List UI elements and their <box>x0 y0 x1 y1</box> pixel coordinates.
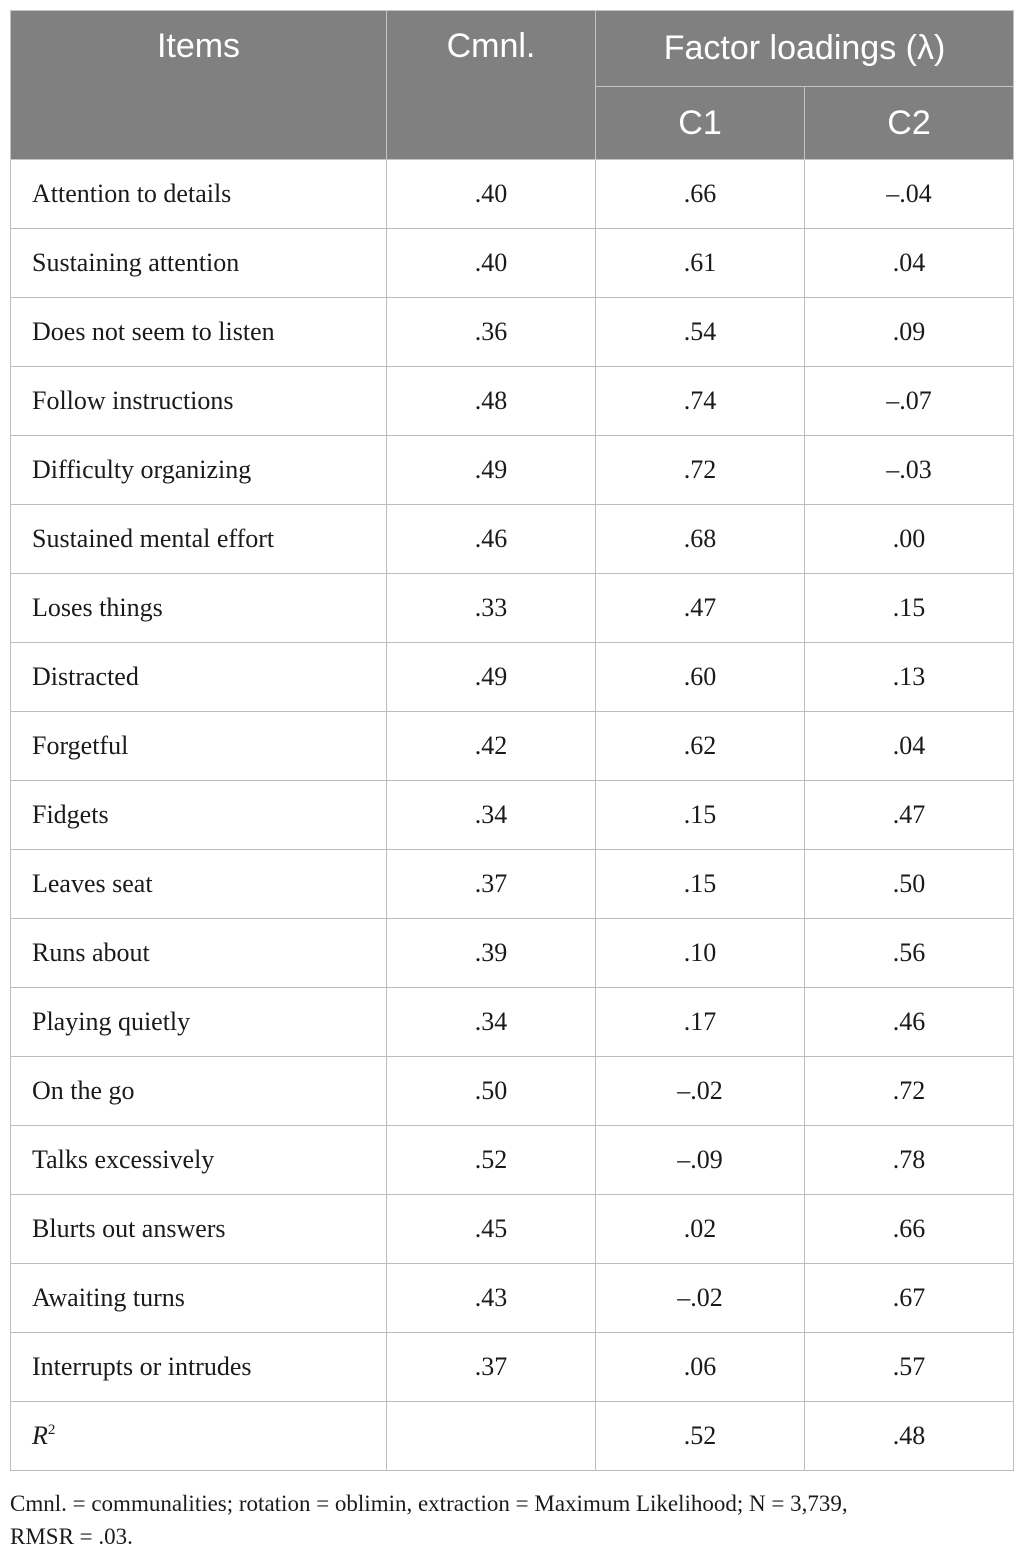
cmnl-cell: .40 <box>387 160 596 229</box>
table-note <box>10 1487 1020 1553</box>
c1-cell: .47 <box>596 574 805 643</box>
item-cell: Playing quietly <box>11 988 387 1057</box>
item-cell: Sustaining attention <box>11 229 387 298</box>
table-row <box>11 367 1014 436</box>
table-row <box>11 1195 1014 1264</box>
header-items: Items <box>11 11 387 160</box>
cmnl-cell: .37 <box>387 1333 596 1402</box>
note-line-2: RMSR = .03. <box>10 1524 133 1549</box>
header-factor-loadings: Factor loadings (λ) <box>596 11 1014 87</box>
c2-cell: .66 <box>805 1195 1014 1264</box>
c2-cell: .04 <box>805 712 1014 781</box>
cmnl-cell: .42 <box>387 712 596 781</box>
cmnl-cell: .37 <box>387 850 596 919</box>
c1-cell: .15 <box>596 850 805 919</box>
c2-cell: .78 <box>805 1126 1014 1195</box>
item-cell: Distracted <box>11 643 387 712</box>
cmnl-cell: .39 <box>387 919 596 988</box>
c1-cell: .68 <box>596 505 805 574</box>
table-row <box>11 436 1014 505</box>
c1-cell: .61 <box>596 229 805 298</box>
item-cell: On the go <box>11 1057 387 1126</box>
item-cell: Runs about <box>11 919 387 988</box>
table-row <box>11 1126 1014 1195</box>
c2-cell: .15 <box>805 574 1014 643</box>
cmnl-cell: .49 <box>387 643 596 712</box>
cmnl-cell: .48 <box>387 367 596 436</box>
table-row <box>11 1057 1014 1126</box>
table-row <box>11 574 1014 643</box>
c2-cell: .56 <box>805 919 1014 988</box>
item-cell: Interrupts or intrudes <box>11 1333 387 1402</box>
cmnl-cell: .33 <box>387 574 596 643</box>
c2-cell: .72 <box>805 1057 1014 1126</box>
cmnl-cell <box>387 1402 596 1471</box>
c2-cell: –.07 <box>805 367 1014 436</box>
item-cell: Does not seem to listen <box>11 298 387 367</box>
c1-cell: .15 <box>596 781 805 850</box>
table-row <box>11 988 1014 1057</box>
table-row <box>11 298 1014 367</box>
table-row <box>11 643 1014 712</box>
cmnl-cell: .50 <box>387 1057 596 1126</box>
c1-cell: –.02 <box>596 1264 805 1333</box>
cmnl-cell: .49 <box>387 436 596 505</box>
table-row <box>11 505 1014 574</box>
table-row <box>11 712 1014 781</box>
item-cell: Attention to details <box>11 160 387 229</box>
table-body <box>11 160 1014 1471</box>
header-c1: C1 <box>596 87 805 160</box>
item-cell: Difficulty organizing <box>11 436 387 505</box>
table-row <box>11 229 1014 298</box>
c1-cell: .54 <box>596 298 805 367</box>
c2-cell: .50 <box>805 850 1014 919</box>
item-cell: Talks excessively <box>11 1126 387 1195</box>
item-cell: Sustained mental effort <box>11 505 387 574</box>
cmnl-cell: .34 <box>387 988 596 1057</box>
item-cell: Blurts out answers <box>11 1195 387 1264</box>
c2-cell: .04 <box>805 229 1014 298</box>
table-row <box>11 919 1014 988</box>
c2-cell: .00 <box>805 505 1014 574</box>
c1-cell: .60 <box>596 643 805 712</box>
c2-cell: .48 <box>805 1402 1014 1471</box>
c1-cell: .74 <box>596 367 805 436</box>
item-cell: Forgetful <box>11 712 387 781</box>
r-squared-label-cell <box>11 1402 387 1471</box>
c2-cell: .47 <box>805 781 1014 850</box>
table-row <box>11 850 1014 919</box>
c1-cell: .06 <box>596 1333 805 1402</box>
table-row <box>11 1333 1014 1402</box>
table-header <box>11 11 1014 160</box>
c2-cell: –.03 <box>805 436 1014 505</box>
header-c2: C2 <box>805 87 1014 160</box>
r-squared-exponent: 2 <box>47 1422 56 1438</box>
cmnl-cell: .46 <box>387 505 596 574</box>
c1-cell: .17 <box>596 988 805 1057</box>
c1-cell: .62 <box>596 712 805 781</box>
cmnl-cell: .34 <box>387 781 596 850</box>
cmnl-cell: .43 <box>387 1264 596 1333</box>
c1-cell: –.09 <box>596 1126 805 1195</box>
table-row-r-squared <box>11 1402 1014 1471</box>
c1-cell: –.02 <box>596 1057 805 1126</box>
cmnl-cell: .52 <box>387 1126 596 1195</box>
cmnl-cell: .40 <box>387 229 596 298</box>
table-row <box>11 781 1014 850</box>
factor-loadings-table <box>10 10 1014 1471</box>
c2-cell: –.04 <box>805 160 1014 229</box>
factor-loadings-table-container <box>10 10 1013 1471</box>
header-cmnl: Cmnl. <box>387 11 596 160</box>
note-line-1: Cmnl. = communalities; rotation = oblimin, extraction = Maximum Likelihood; N = 3,739, <box>10 1491 848 1516</box>
c2-cell: .13 <box>805 643 1014 712</box>
item-cell: Awaiting turns <box>11 1264 387 1333</box>
cmnl-cell: .45 <box>387 1195 596 1264</box>
c2-cell: .67 <box>805 1264 1014 1333</box>
item-cell: Follow instructions <box>11 367 387 436</box>
item-cell: Fidgets <box>11 781 387 850</box>
c1-cell: .02 <box>596 1195 805 1264</box>
c1-cell: .66 <box>596 160 805 229</box>
r-squared-letter: R <box>32 1421 48 1450</box>
c1-cell: .52 <box>596 1402 805 1471</box>
cmnl-cell: .36 <box>387 298 596 367</box>
c1-cell: .72 <box>596 436 805 505</box>
c2-cell: .57 <box>805 1333 1014 1402</box>
table-row <box>11 160 1014 229</box>
item-cell: Leaves seat <box>11 850 387 919</box>
c2-cell: .09 <box>805 298 1014 367</box>
table-row <box>11 1264 1014 1333</box>
c1-cell: .10 <box>596 919 805 988</box>
item-cell: Loses things <box>11 574 387 643</box>
c2-cell: .46 <box>805 988 1014 1057</box>
